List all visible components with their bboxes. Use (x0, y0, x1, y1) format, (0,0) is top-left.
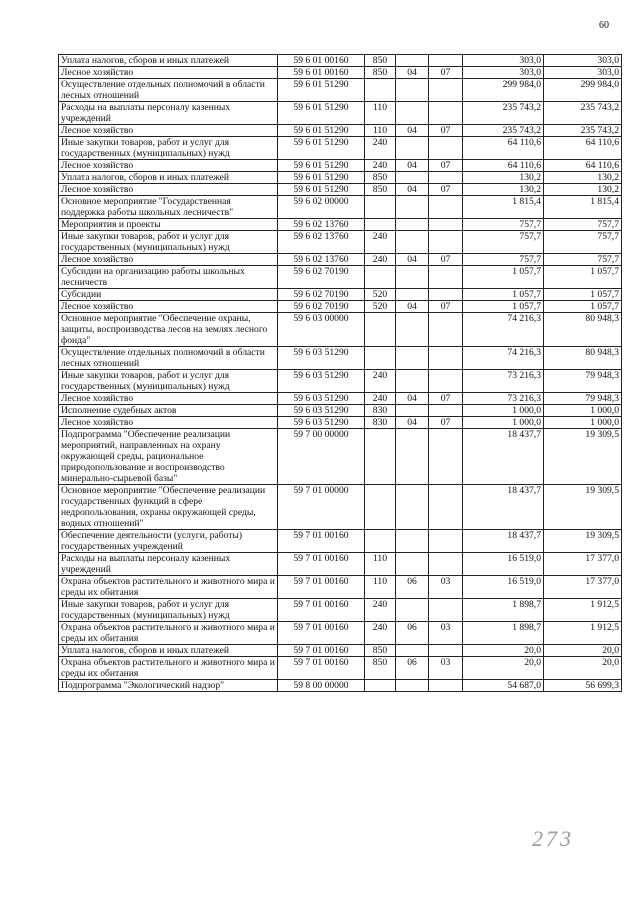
expense-type: 110 (365, 576, 396, 599)
table-row (59, 347, 622, 370)
target-article: 59 8 00 00000 (278, 680, 365, 692)
row-name: Иные закупки товаров, работ и услуг для государственных (муниципальных) нужд (59, 137, 278, 160)
target-article: 59 7 01 00000 (278, 485, 365, 530)
amount-year2: 17 377,0 (544, 576, 622, 599)
amount-year2: 1 000,0 (544, 405, 622, 417)
section (396, 530, 429, 553)
amount-year2: 64 110,6 (544, 137, 622, 160)
expense-type (365, 429, 396, 485)
expense-type: 830 (365, 417, 396, 429)
subsection (429, 405, 463, 417)
amount-year1: 18 437,7 (463, 485, 544, 530)
target-article: 59 6 03 51290 (278, 370, 365, 393)
table-row (59, 55, 622, 67)
row-name: Иные закупки товаров, работ и услуг для государственных (муниципальных) нужд (59, 370, 278, 393)
row-name: Расходы на выплаты персоналу казенных учреждений (59, 102, 278, 125)
amount-year1: 303,0 (463, 67, 544, 79)
expense-type (365, 313, 396, 347)
expense-type: 240 (365, 231, 396, 254)
section (396, 405, 429, 417)
row-name: Исполнение судебных актов (59, 405, 278, 417)
subsection (429, 485, 463, 530)
row-name: Охрана объектов растительного и животного мира и среды их обитания (59, 622, 278, 645)
amount-year2: 17 377,0 (544, 553, 622, 576)
target-article: 59 7 01 00160 (278, 553, 365, 576)
expense-type: 240 (365, 599, 396, 622)
amount-year2: 1 815,4 (544, 196, 622, 219)
row-name: Осуществление отдельных полномочий в области лесных отношений (59, 79, 278, 102)
expense-type (365, 196, 396, 219)
row-name: Обеспечение деятельности (услуги, работы) государственных учреждений (59, 530, 278, 553)
amount-year2: 303,0 (544, 67, 622, 79)
amount-year2: 235 743,2 (544, 125, 622, 137)
target-article: 59 6 01 51290 (278, 172, 365, 184)
amount-year1: 757,7 (463, 219, 544, 231)
expense-type: 110 (365, 553, 396, 576)
table-row (59, 657, 622, 680)
amount-year1: 1 057,7 (463, 266, 544, 289)
expense-type: 520 (365, 301, 396, 313)
amount-year1: 1 815,4 (463, 196, 544, 219)
expense-type: 850 (365, 645, 396, 657)
expense-type (365, 79, 396, 102)
subsection (429, 79, 463, 102)
amount-year2: 19 309,5 (544, 530, 622, 553)
amount-year2: 757,7 (544, 231, 622, 254)
amount-year1: 64 110,6 (463, 137, 544, 160)
table-row (59, 417, 622, 429)
amount-year1: 74 216,3 (463, 347, 544, 370)
amount-year2: 1 912,5 (544, 599, 622, 622)
subsection: 07 (429, 393, 463, 405)
table-row (59, 680, 622, 692)
table-row (59, 231, 622, 254)
table-row (59, 530, 622, 553)
row-name: Иные закупки товаров, работ и услуг для государственных (муниципальных) нужд (59, 231, 278, 254)
table-row (59, 184, 622, 196)
row-name: Подпрограмма "Обеспечение реализации мероприятий, направленных на охрану окружающей среды, рациональное природопользование и воспроизводство минерально-сырьевой базы" (59, 429, 278, 485)
amount-year2: 1 000,0 (544, 417, 622, 429)
expense-type: 850 (365, 657, 396, 680)
section: 04 (396, 160, 429, 172)
amount-year1: 1 000,0 (463, 405, 544, 417)
row-name: Иные закупки товаров, работ и услуг для государственных (муниципальных) нужд (59, 599, 278, 622)
section: 04 (396, 417, 429, 429)
amount-year1: 299 984,0 (463, 79, 544, 102)
section (396, 231, 429, 254)
section (396, 266, 429, 289)
amount-year2: 80 948,3 (544, 313, 622, 347)
table-row (59, 160, 622, 172)
amount-year1: 20,0 (463, 657, 544, 680)
target-article: 59 6 03 51290 (278, 417, 365, 429)
target-article: 59 6 01 51290 (278, 184, 365, 196)
table-row (59, 219, 622, 231)
amount-year1: 20,0 (463, 645, 544, 657)
table-row (59, 485, 622, 530)
table-row (59, 393, 622, 405)
section: 04 (396, 125, 429, 137)
amount-year1: 235 743,2 (463, 125, 544, 137)
target-article: 59 6 02 70190 (278, 289, 365, 301)
expense-type: 240 (365, 254, 396, 266)
table-row (59, 301, 622, 313)
subsection: 07 (429, 125, 463, 137)
row-name: Основное мероприятие "Обеспечение реализации государственных функций в сфере недропользования, охраны окружающей среды, водных отношений" (59, 485, 278, 530)
expense-type: 240 (365, 370, 396, 393)
table-row (59, 254, 622, 266)
section: 04 (396, 393, 429, 405)
table-row (59, 553, 622, 576)
target-article: 59 6 01 00160 (278, 55, 365, 67)
table-row (59, 645, 622, 657)
amount-year1: 16 519,0 (463, 576, 544, 599)
amount-year2: 757,7 (544, 254, 622, 266)
section (396, 429, 429, 485)
target-article: 59 7 01 00160 (278, 576, 365, 599)
amount-year1: 303,0 (463, 55, 544, 67)
expense-type (365, 485, 396, 530)
table-row (59, 67, 622, 79)
amount-year2: 1 912,5 (544, 622, 622, 645)
amount-year2: 1 057,7 (544, 289, 622, 301)
subsection (429, 137, 463, 160)
amount-year1: 1 057,7 (463, 289, 544, 301)
amount-year1: 18 437,7 (463, 429, 544, 485)
row-name: Мероприятия и проекты (59, 219, 278, 231)
row-name: Уплата налогов, сборов и иных платежей (59, 55, 278, 67)
amount-year1: 74 216,3 (463, 313, 544, 347)
subsection: 07 (429, 254, 463, 266)
budget-table (58, 54, 622, 692)
subsection (429, 429, 463, 485)
subsection (429, 219, 463, 231)
subsection (429, 313, 463, 347)
target-article: 59 6 03 51290 (278, 393, 365, 405)
amount-year1: 18 437,7 (463, 530, 544, 553)
target-article: 59 6 02 13760 (278, 219, 365, 231)
subsection (429, 196, 463, 219)
amount-year1: 130,2 (463, 184, 544, 196)
subsection: 07 (429, 301, 463, 313)
row-name: Расходы на выплаты персоналу казенных учреждений (59, 553, 278, 576)
expense-type: 110 (365, 125, 396, 137)
section (396, 102, 429, 125)
section (396, 645, 429, 657)
section: 06 (396, 657, 429, 680)
subsection (429, 553, 463, 576)
amount-year1: 1 898,7 (463, 622, 544, 645)
target-article: 59 6 03 51290 (278, 347, 365, 370)
target-article: 59 6 02 13760 (278, 231, 365, 254)
target-article: 59 6 01 51290 (278, 79, 365, 102)
subsection (429, 172, 463, 184)
amount-year1: 1 000,0 (463, 417, 544, 429)
target-article: 59 6 01 00160 (278, 67, 365, 79)
target-article: 59 7 01 00160 (278, 657, 365, 680)
amount-year2: 757,7 (544, 219, 622, 231)
amount-year2: 56 699,3 (544, 680, 622, 692)
section (396, 137, 429, 160)
expense-type: 240 (365, 160, 396, 172)
amount-year2: 20,0 (544, 645, 622, 657)
table-row (59, 622, 622, 645)
amount-year2: 20,0 (544, 657, 622, 680)
amount-year1: 64 110,6 (463, 160, 544, 172)
target-article: 59 7 01 00160 (278, 530, 365, 553)
table-row (59, 102, 622, 125)
table-row (59, 313, 622, 347)
section (396, 79, 429, 102)
subsection (429, 530, 463, 553)
target-article: 59 6 03 51290 (278, 405, 365, 417)
subsection (429, 645, 463, 657)
expense-type: 830 (365, 405, 396, 417)
section: 06 (396, 576, 429, 599)
row-name: Охрана объектов растительного и животного мира и среды их обитания (59, 576, 278, 599)
target-article: 59 6 02 13760 (278, 254, 365, 266)
target-article: 59 6 01 51290 (278, 125, 365, 137)
expense-type: 850 (365, 172, 396, 184)
subsection (429, 370, 463, 393)
amount-year2: 80 948,3 (544, 347, 622, 370)
target-article: 59 7 01 00160 (278, 599, 365, 622)
table-row (59, 370, 622, 393)
subsection (429, 347, 463, 370)
row-name: Лесное хозяйство (59, 254, 278, 266)
section (396, 553, 429, 576)
subsection: 07 (429, 160, 463, 172)
section: 04 (396, 184, 429, 196)
expense-type: 850 (365, 67, 396, 79)
row-name: Лесное хозяйство (59, 184, 278, 196)
amount-year2: 130,2 (544, 172, 622, 184)
row-name: Уплата налогов, сборов и иных платежей (59, 172, 278, 184)
amount-year1: 235 743,2 (463, 102, 544, 125)
amount-year2: 235 743,2 (544, 102, 622, 125)
target-article: 59 7 01 00160 (278, 645, 365, 657)
subsection: 03 (429, 622, 463, 645)
page-number: 60 (599, 20, 609, 31)
row-name: Лесное хозяйство (59, 301, 278, 313)
amount-year1: 1 898,7 (463, 599, 544, 622)
section (396, 313, 429, 347)
handwritten-page-number: 273 (532, 826, 574, 851)
amount-year2: 299 984,0 (544, 79, 622, 102)
subsection: 07 (429, 184, 463, 196)
amount-year1: 73 216,3 (463, 370, 544, 393)
row-name: Лесное хозяйство (59, 417, 278, 429)
expense-type: 850 (365, 184, 396, 196)
amount-year2: 79 948,3 (544, 370, 622, 393)
target-article: 59 6 01 51290 (278, 137, 365, 160)
section: 04 (396, 67, 429, 79)
target-article: 59 6 02 70190 (278, 266, 365, 289)
amount-year2: 130,2 (544, 184, 622, 196)
subsection: 07 (429, 67, 463, 79)
amount-year2: 19 309,5 (544, 485, 622, 530)
amount-year1: 130,2 (463, 172, 544, 184)
amount-year2: 19 309,5 (544, 429, 622, 485)
section (396, 370, 429, 393)
table-row (59, 289, 622, 301)
amount-year2: 303,0 (544, 55, 622, 67)
row-name: Субсидии на организацию работы школьных лесничеств (59, 266, 278, 289)
section (396, 55, 429, 67)
subsection: 03 (429, 657, 463, 680)
subsection (429, 55, 463, 67)
section: 04 (396, 254, 429, 266)
table-row (59, 599, 622, 622)
section (396, 347, 429, 370)
expense-type (365, 530, 396, 553)
table-row (59, 172, 622, 184)
amount-year2: 1 057,7 (544, 266, 622, 289)
row-name: Уплата налогов, сборов и иных платежей (59, 645, 278, 657)
table-row (59, 576, 622, 599)
subsection (429, 599, 463, 622)
amount-year1: 16 519,0 (463, 553, 544, 576)
section (396, 599, 429, 622)
expense-type (365, 219, 396, 231)
expense-type: 240 (365, 393, 396, 405)
amount-year1: 757,7 (463, 231, 544, 254)
amount-year1: 757,7 (463, 254, 544, 266)
table-row (59, 405, 622, 417)
expense-type (365, 266, 396, 289)
row-name: Субсидии (59, 289, 278, 301)
target-article: 59 6 02 70190 (278, 301, 365, 313)
expense-type: 520 (365, 289, 396, 301)
expense-type (365, 680, 396, 692)
row-name: Основное мероприятие "Обеспечение охраны, защиты, воспроизводства лесов на землях лесного фонда" (59, 313, 278, 347)
table-row (59, 137, 622, 160)
section (396, 289, 429, 301)
table-row (59, 266, 622, 289)
table-row (59, 79, 622, 102)
row-name: Лесное хозяйство (59, 67, 278, 79)
amount-year1: 73 216,3 (463, 393, 544, 405)
row-name: Основное мероприятие "Государственная поддержка работы школьных лесничеств" (59, 196, 278, 219)
amount-year1: 1 057,7 (463, 301, 544, 313)
section (396, 172, 429, 184)
table-row (59, 429, 622, 485)
subsection: 03 (429, 576, 463, 599)
row-name: Лесное хозяйство (59, 160, 278, 172)
section: 06 (396, 622, 429, 645)
section (396, 219, 429, 231)
amount-year2: 1 057,7 (544, 301, 622, 313)
row-name: Лесное хозяйство (59, 393, 278, 405)
expense-type: 850 (365, 55, 396, 67)
section (396, 485, 429, 530)
target-article: 59 6 01 51290 (278, 160, 365, 172)
expense-type: 240 (365, 622, 396, 645)
target-article: 59 6 01 51290 (278, 102, 365, 125)
subsection: 07 (429, 417, 463, 429)
expense-type: 240 (365, 137, 396, 160)
target-article: 59 6 02 00000 (278, 196, 365, 219)
amount-year1: 54 687,0 (463, 680, 544, 692)
table-row (59, 196, 622, 219)
target-article: 59 7 00 00000 (278, 429, 365, 485)
expense-type (365, 347, 396, 370)
row-name: Охрана объектов растительного и животного мира и среды их обитания (59, 657, 278, 680)
expense-type: 110 (365, 102, 396, 125)
target-article: 59 7 01 00160 (278, 622, 365, 645)
subsection (429, 289, 463, 301)
amount-year2: 79 948,3 (544, 393, 622, 405)
amount-year2: 64 110,6 (544, 160, 622, 172)
row-name: Подпрограмма "Экологический надзор" (59, 680, 278, 692)
target-article: 59 6 03 00000 (278, 313, 365, 347)
table-row (59, 125, 622, 137)
section (396, 196, 429, 219)
row-name: Осуществление отдельных полномочий в области лесных отношений (59, 347, 278, 370)
section (396, 680, 429, 692)
subsection (429, 102, 463, 125)
section: 04 (396, 301, 429, 313)
subsection (429, 231, 463, 254)
subsection (429, 266, 463, 289)
subsection (429, 680, 463, 692)
row-name: Лесное хозяйство (59, 125, 278, 137)
